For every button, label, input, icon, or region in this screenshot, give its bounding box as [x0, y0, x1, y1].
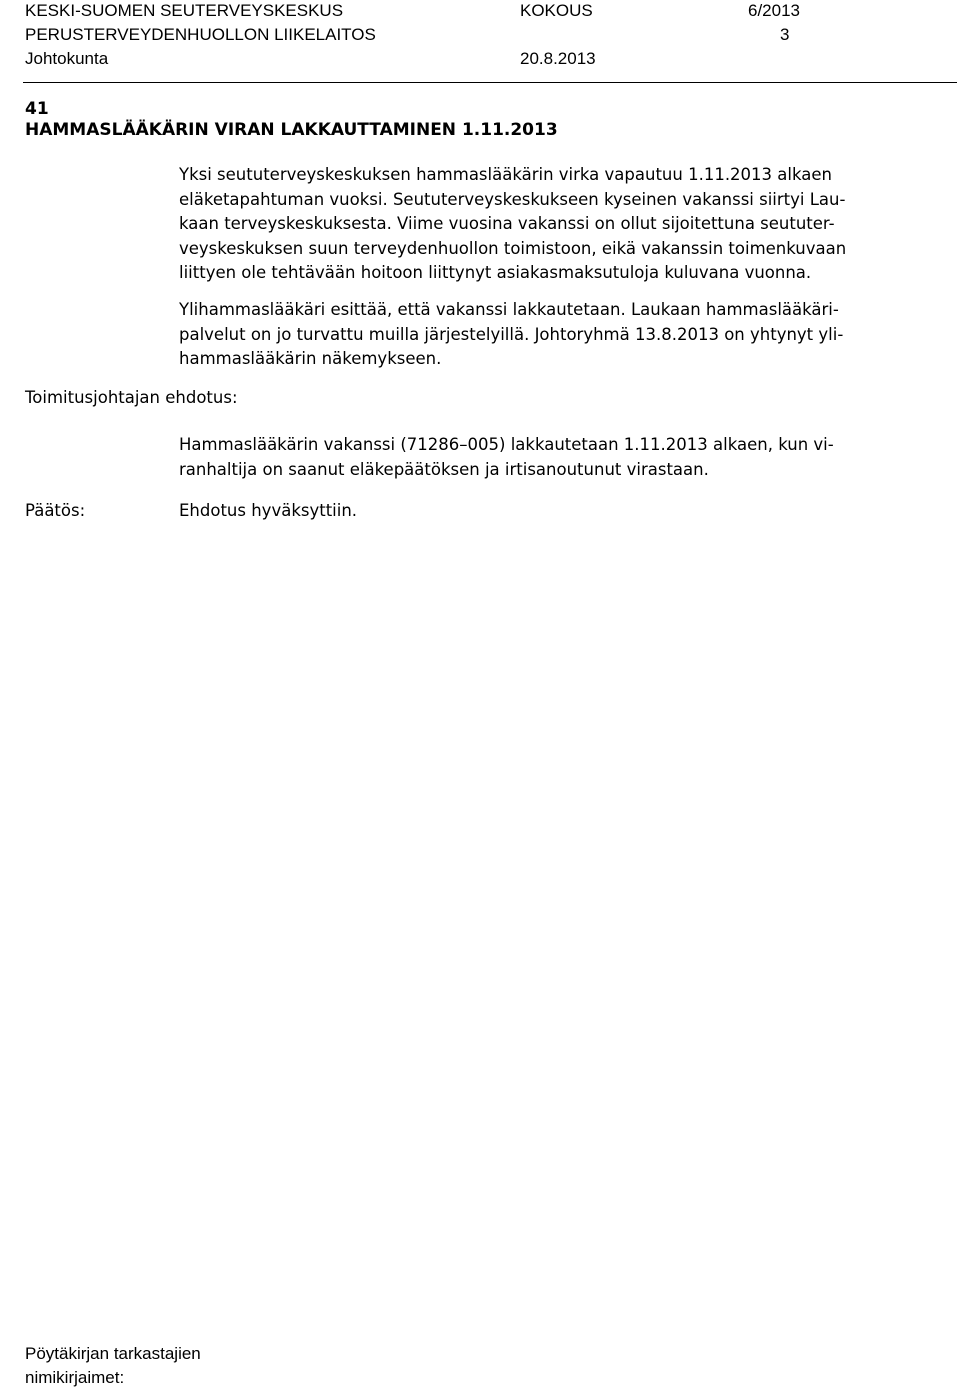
page-footer [25, 1342, 201, 1390]
paragraph-line: ranhaltija on saanut eläkepäätöksen ja irtisanoutunut virastaan. [179, 459, 709, 479]
header-meeting-number: 6/2013 [748, 1, 800, 20]
background-paragraph [179, 163, 931, 286]
paragraph-line: eläketapahtuman vuoksi. Seututerveyskeskukseen kyseinen vakanssi siirtyi Lau- [179, 189, 846, 209]
paragraph-line: Yksi seututerveyskeskuksen hammaslääkärin virka vapautuu 1.11.2013 alkaen [179, 165, 832, 184]
paragraph-line: Hammaslääkärin vakanssi (71286–005) lakkautetaan 1.11.2013 alkaen, kun vi- [179, 435, 834, 454]
paragraph-line: Ylihammaslääkäri esittää, että vakanssi lakkautetaan. Laukaan hammaslääkäri- [179, 300, 839, 319]
header-meeting-date: 20.8.2013 [520, 49, 596, 68]
proposal-text [179, 433, 931, 482]
paragraph-line: hammaslääkärin näkemykseen. [179, 349, 442, 368]
decision-label: Päätös: [25, 501, 86, 520]
header-body: Johtokunta [25, 49, 109, 68]
section-title: HAMMASLÄÄKÄRIN VIRAN LAKKAUTTAMINEN 1.11.2013 [25, 120, 558, 140]
header-unit: PERUSTERVEYDENHUOLLON LIIKELAITOS [25, 25, 376, 44]
header-organization: KESKI-SUOMEN SEUTERVEYSKESKUS [25, 1, 344, 20]
recommendation-paragraph [179, 298, 931, 372]
header-divider [23, 82, 957, 83]
section-number: 41 [25, 99, 49, 119]
footer-line-2: nimikirjaimet: [25, 1368, 125, 1387]
paragraph-line: palvelut on jo turvattu muilla järjestelyillä. Johtoryhmä 13.8.2013 on yhtynyt yli- [179, 324, 844, 344]
footer-line-1: Pöytäkirjan tarkastajien [25, 1344, 201, 1363]
header-page-number: 3 [780, 25, 790, 44]
paragraph-line: liittyen ole tehtävään hoitoon liittynyt asiakasmaksutuloja kuluvana vuonna. [179, 263, 812, 282]
header-meeting-type: KOKOUS [520, 1, 593, 20]
proposal-label: Toimitusjohtajan ehdotus: [25, 388, 238, 407]
decision-text: Ehdotus hyväksyttiin. [179, 501, 358, 520]
paragraph-line: veyskeskuksen suun terveydenhuollon toimistoon, eikä vakanssin toimenkuvaan [179, 238, 847, 258]
document-header [25, 0, 955, 84]
paragraph-line: kaan terveyskeskuksesta. Viime vuosina vakanssi on ollut sijoitettuna seututer- [179, 214, 835, 233]
